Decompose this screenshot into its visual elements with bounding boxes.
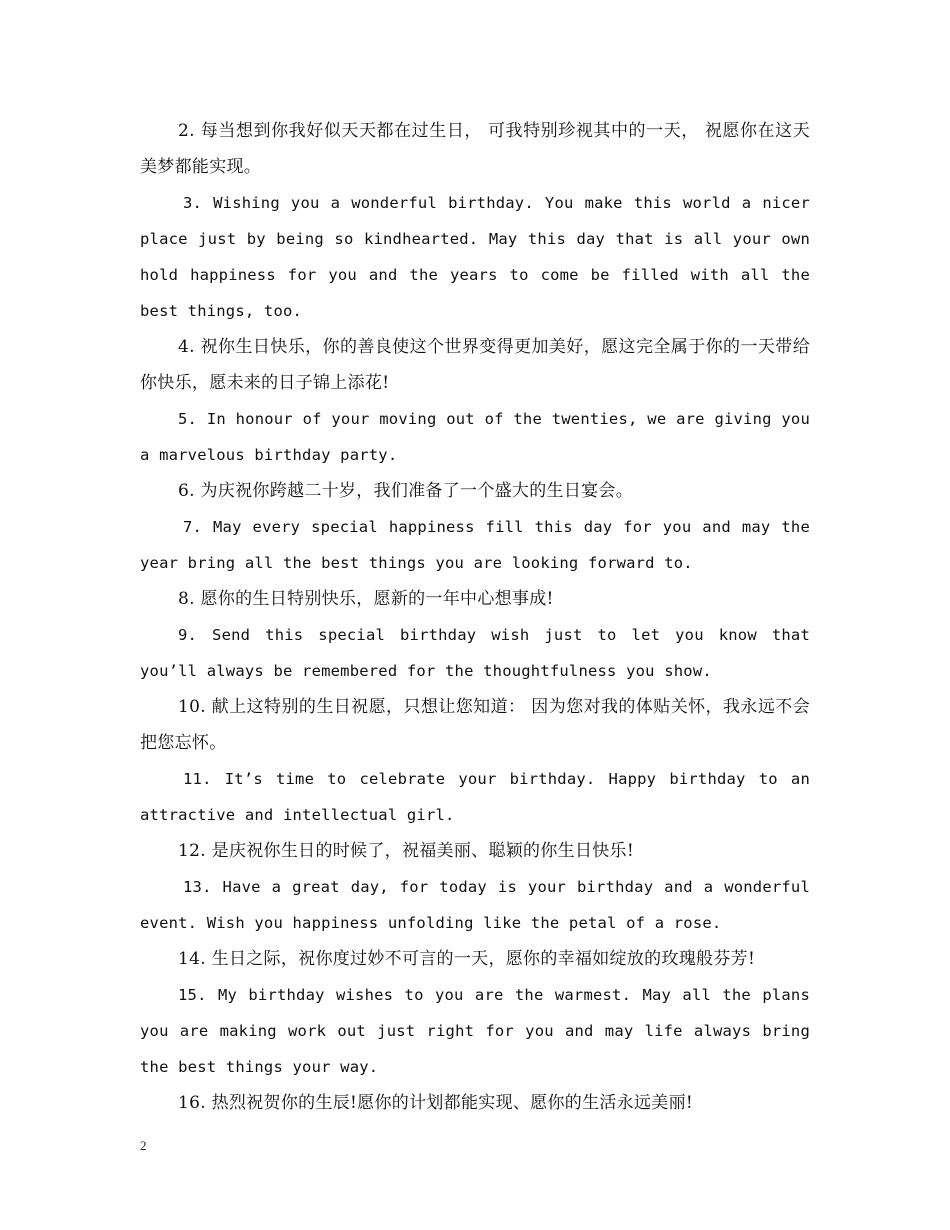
paragraph-9: 9. Send this special birthday wish just to let you know that you’ll always be remembered for the thoughtfulness you show. <box>140 626 810 680</box>
paragraph-10: 10. 献上这特别的生日祝愿，只想让您知道： 因为您对我的体贴关怀，我永远不会把您忘怀。 <box>140 697 810 753</box>
paragraph-15: 15. My birthday wishes to you are the warmest. May all the plans you are making work out just right for you and may life always bring the best things your way. <box>140 986 810 1076</box>
paragraph-5: 5. In honour of your moving out of the twenties, we are giving you a marvelous birthday party. <box>140 410 810 464</box>
page-number: 2 <box>140 1138 147 1153</box>
paragraph-3: 3. Wishing you a wonderful birthday. You make this world a nicer place just by being so kindhearted. May this day that is all your own hold happiness for you and the years to come be filled with all the best things, too. <box>140 194 810 320</box>
paragraph-16: 16. 热烈祝贺你的生辰!愿你的计划都能实现、愿你的生活永远美丽! <box>178 1093 694 1113</box>
paragraph-2: 2. 每当想到你我好似天天都在过生日， 可我特别珍视其中的一天， 祝愿你在这天美梦都能实现。 <box>140 121 810 177</box>
paragraph-6: 6. 为庆祝你跨越二十岁，我们准备了一个盛大的生日宴会。 <box>178 481 634 501</box>
paragraph-12: 12. 是庆祝你生日的时候了，祝福美丽、聪颖的你生日快乐! <box>178 841 634 861</box>
paragraph-8: 8. 愿你的生日特别快乐，愿新的一年中心想事成! <box>178 589 554 609</box>
paragraph-14: 14. 生日之际，祝你度过妙不可言的一天，愿你的幸福如绽放的玫瑰般芬芳! <box>178 949 756 969</box>
paragraph-11: 11. It’s time to celebrate your birthday. Happy birthday to an attractive and intellectual girl. <box>140 770 810 824</box>
paragraph-13: 13. Have a great day, for today is your birthday and a wonderful event. Wish you happiness unfolding like the petal of a rose. <box>140 878 810 932</box>
paragraph-4: 4. 祝你生日快乐，你的善良使这个世界变得更加美好，愿这完全属于你的一天带给你快乐，愿未来的日子锦上添花! <box>140 337 810 393</box>
page-body <box>140 113 810 1121</box>
paragraph-7: 7. May every special happiness fill this day for you and may the year bring all the best things you are looking forward to. <box>140 518 810 572</box>
